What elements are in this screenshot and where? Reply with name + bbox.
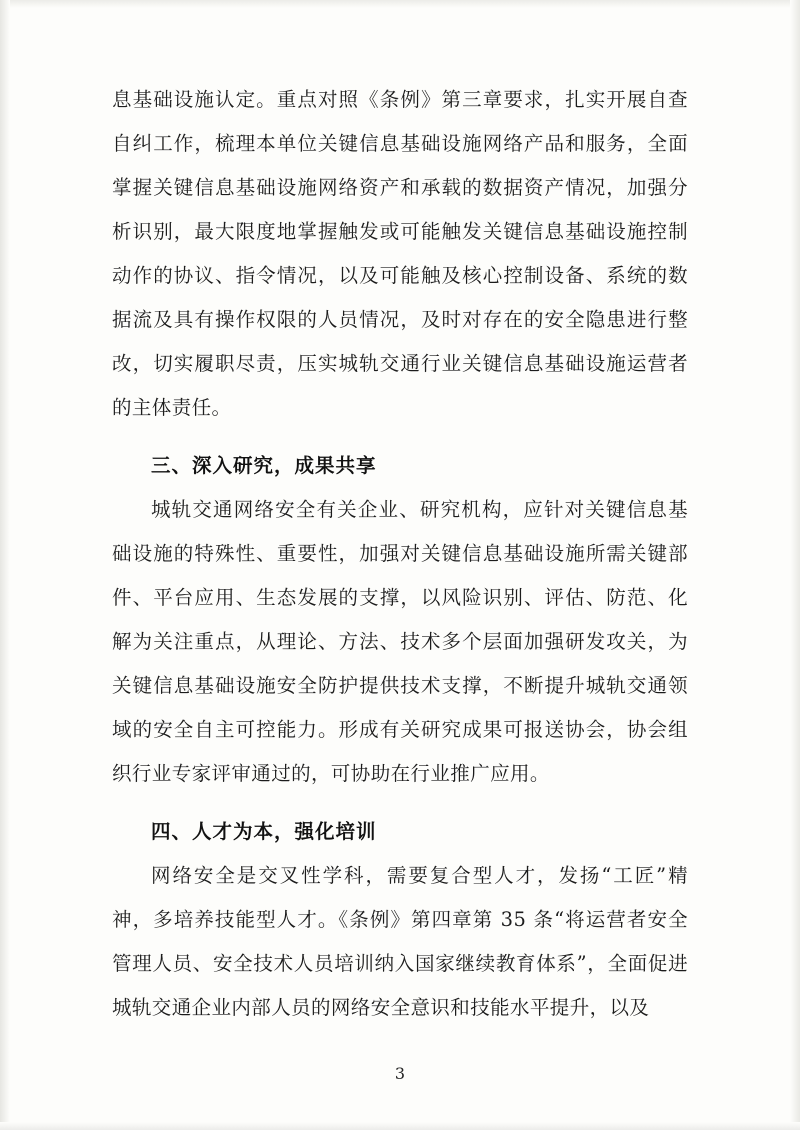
paragraph-section-four: 网络安全是交叉性学科，需要复合型人才，发扬“工匠”精神，多培养技能型人才。《条例》第四章第 35 条“将运营者安全管理人员、安全技术人员培训纳入国家继续教育体系”，全面促进城轨交通企业内部人员的网络安全意识和技能水平提升，以及 — [112, 864, 688, 1019]
block-spacer — [112, 796, 688, 810]
scan-edge-right — [790, 0, 800, 1130]
section-heading-three: 三、深入研究，成果共享 — [151, 454, 377, 477]
section-heading-four: 四、人才为本，强化培训 — [151, 820, 377, 843]
paragraph-section-three: 城轨交通网络安全有关企业、研究机构，应针对关键信息基础设施的特殊性、重要性，加强对关键信息基础设施所需关键部件、平台应用、生态发展的支撑，以风险识别、评估、防范、化解为关注重点，从理论、方法、技术多个层面加强研发攻关，为关键信息基础设施安全防护提供技术支撑，不断提升城轨交通领域的安全自主可控能力。形成有关研究成果可报送协会，协会组织行业专家评审通过的，可协助在行业推广应用。 — [112, 498, 688, 785]
block-spacer — [112, 430, 688, 444]
paragraph-continuation: 息基础设施认定。重点对照《条例》第三章要求，扎实开展自查自纠工作，梳理本单位关键信息基础设施网络产品和服务，全面掌握关键信息基础设施网络资产和承载的数据资产情况，加强分析识别，最大限度地掌握触发或可能触发关键信息基础设施控制动作的协议、指令情况，以及可能触及核心控制设备、系统的数据流及具有操作权限的人员情况，及时对存在的安全隐患进行整改，切实履职尽责，压实城轨交通行业关键信息基础设施运营者的主体责任。 — [112, 88, 688, 419]
scan-edge-left — [0, 0, 10, 1130]
document-body — [112, 78, 688, 1030]
scan-edge-top — [0, 0, 800, 8]
scan-edge-bottom — [0, 1122, 800, 1130]
page-number: 3 — [394, 1064, 406, 1083]
